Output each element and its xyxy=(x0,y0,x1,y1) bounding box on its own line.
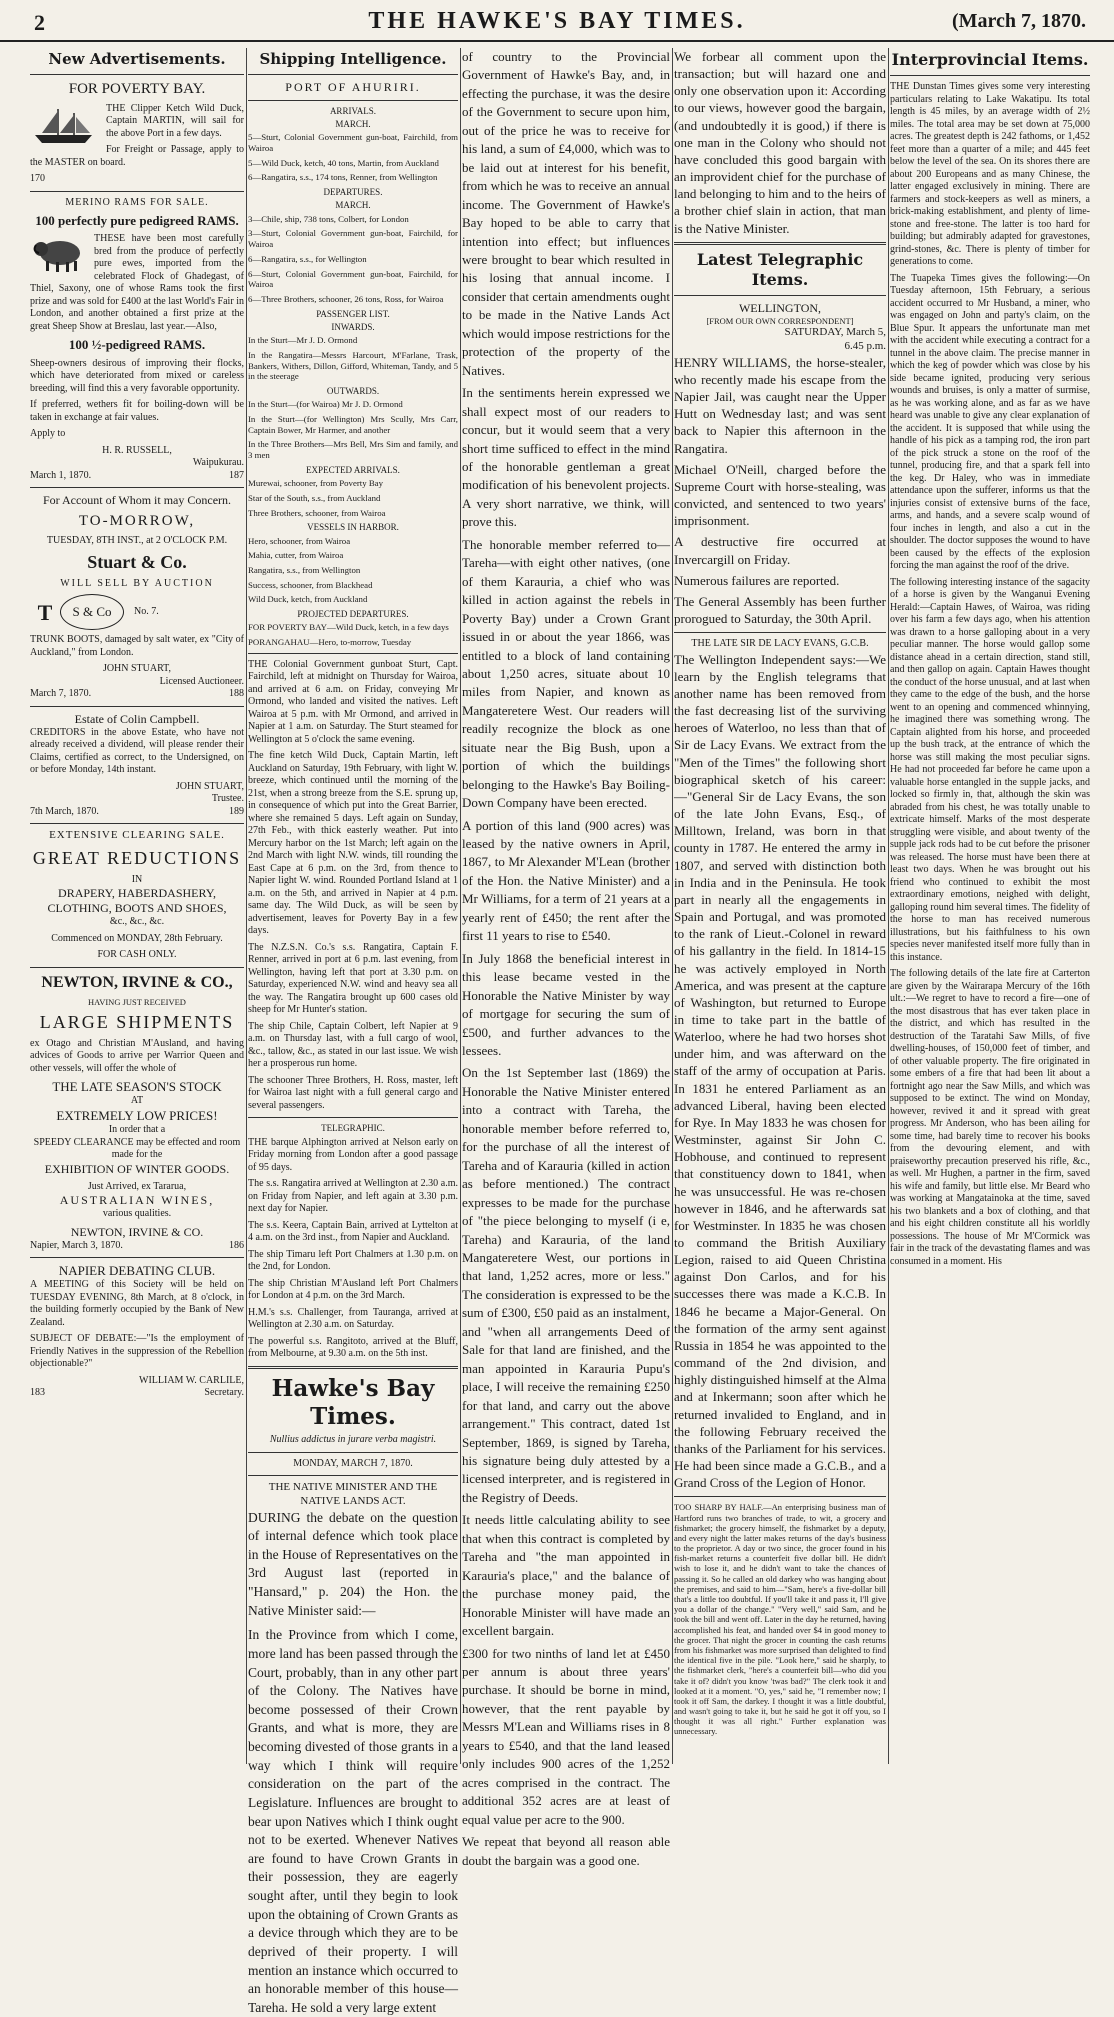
ad-clearing-sale: EXTENSIVE CLEARING SALE. GREAT REDUCTIONS IN DRAPERY, HABERDASHERY, CLOTHING, BOOTS AND SHOES, &c., &c., &c. Commenced on MONDAY, 28th February. FOR CASH ONLY. xyxy=(32,829,242,960)
evans-article xyxy=(674,651,886,1492)
list-item: 6—Sturt, Colonial Government gun-boat, Fairchild, for Wairoa xyxy=(248,268,458,290)
paragraph: The s.s. Rangatira arrived at Wellington at 2.30 a.m. on Friday from Napier, and left again at 3.30 p.m. next day for Napier. xyxy=(248,1178,458,1215)
paragraph: The schooner Three Brothers, H. Ross, master, left for Wairoa last night with a full general cargo and several passengers. xyxy=(248,1074,458,1111)
list-item: 3—Sturt, Colonial Government gun-boat, Fairchild, for Wairoa xyxy=(248,228,458,250)
list-item: Hero, schooner, from Wairoa xyxy=(248,535,351,546)
list-item: PORANGAHAU—Hero, to-morrow, Tuesday xyxy=(248,637,412,648)
column-rule xyxy=(888,48,889,1764)
page-number: 2 xyxy=(34,10,45,35)
paragraph: In July 1868 the beneficial interest in this lease became vested in the Honorable the Native Minister by way of mortgage for securing the sum of £500, and further advances to the lessees. xyxy=(462,950,670,1059)
article-continued xyxy=(462,48,670,1870)
list-item: In the Sturt—(for Wairoa) Mr J. D. Ormond xyxy=(248,399,403,410)
column-telegraphic: We forbear all comment upon the transaction; but will hazard one and only one observation upon it: According to our views, however good the bargain, (and undoubtedly it is good,) if there is one man in the Colony who should not have concluded this good bargain with an improvident chief for the purchase of land belonging to him and to the heirs of a brother chief slain in action, that man is the Native Minister. Latest Telegraphic Items. WELLINGTON, [FROM OUR OWN CORRESPONDENT] SATURDAY, March 5, 6.45 p.m. HENRY WILLIAMS, the horse-stealer, who recently made his escape from the Napier Jail, was caught near the Upper Hutt on Wednesday last; and was sent back to Napier this afternoon in the Rangatira. Michael O'Neill, charged before the Supreme Court with horse-stealing, was convicted, and sentenced to two years' imprisonment. A destructive fire occurred at Invercargill on Friday. Numerous failures are reported. The General Assembly has been further prorogued to Saturday, the 30th April. THE LATE SIR DE LACY EVANS, G.C.B. The Wellington Independent says:—We learn by the English telegrams that another name has been removed from the fast decreasing list of the surviving heroes of Waterloo, no less than that of Sir de Lacy Evans. We extract from the "Men of the Times" the following short biographical sketch of his career:—"General Sir de Lacy Evans, the son of the late John Evans, Esq., of Milltown, Ireland, was born in that county in 1787. He entered the army in 1807, and served with distinction both in India and in the Peninsula. He took part in nearly all the engagements in Spain and Portugal, and was promoted to the rank of Lieut.-Colonel in reward of his gallantry in the field. In 1814-15 he was actively employed in North America, and was present at the capture of Washington, but returned to Europe in time to take part in the battle of Waterloo, where he had two horses shot under him, and was afterward on the staff of the army of occupation at Paris. In 1831 he entered Parliament as an advanced Liberal, having been elected for Rye. In May 1833 he was chosen for Westminster, against Sir John C. Hobhouse, and continued to represent that constituency down to 1841, when he was unsuccessful. He was re-chosen however in 1846, and he afterwards sat for Westminster. In 1835 he was chosen to command the British Auxiliary Legion, raised to aid Queen Christina against Don Carlos, and for his successes there was made a K.C.B. In 1846 he became a Major-General. On the formation of the army sent against Russia in 1854 he was appointed to the command of the 2nd division, and highly distinguished himself at the Alma and at Inkermann; soon after which he returned invalided to England, and in the following February received the thanks of the Parliament for his services. He had been since made a G.C.B., and a Grand Cross of the Legion of Honor. TOO SHARP BY HALF.—An enterprising business man of Hartford runs two branches of trade, to wit, a grocery and fishmarket; the grocery himself, the fishmarket by a deputy, and every night the latter makes returns of the day's business to the proprietor. A day or two since, the grocer found in his fish-market returns a counterfeit five dollar bill. He didn't wish to lose it, and he didn't want to take the chances of passing it. So he called an old darkey who was hanging about the premises, and said to him—"Sam, here's a five-dollar bill that's a little too doubtful. If you'll take it and pass it, I'll give you a dollar of the change." "Very well," said Sam, and he took the bill and went off. Later in the day he returned, having accomplished his feat, and handed over $4 in good money to the grocer. That night the grocer in counting the cash returns from his fishmarket was more surprised than delighted to find the identical five in the pile. "Look here," said he sharply, to the fishmarket clerk, "here's a counterfeit bill—who did you take it of? didn't you know 'twas bad?" The clerk took it and looked at it a moment. "O, yes," said he, "I remember now; I took it off Sam, the darkey. I thought it was a little doubtful, and wasn't going to take it, but he said he got it off you, so I thought it was all right." Further explanation was unnecessary. xyxy=(674,49,886,1737)
list-item: In the Rangatira—Messrs Harcourt, M'Farlane, Trask, Bankers, Withers, Dillon, Gifford, Whiteman, Tandy, and 5 in the steerage xyxy=(248,349,458,382)
list-item: Murewai, schooner, from Poverty Bay xyxy=(248,478,383,489)
list-item: 5—Sturt, Colonial Government gun-boat, Fairchild, from Wairoa xyxy=(248,132,458,153)
paragraph: In the sentiments herein expressed we shall expect most of our readers to concur, but it would seem that a very short time sufficed to effect in the mind of the honorable gentleman a great modification of his benevolent projects. A very short narrative, we think, will prove this. xyxy=(462,385,670,530)
paragraph: The honorable member referred to—Tareha—with eight other natives, (one of them Karauria, a chief who was killed in action against the rebels in Poverty Bay) under a Crown Grant issued in or about the year 1866, was entitled to a block of land containing about 1,250 acres, situate about 10 miles from Napier, and known as Mangateretere West. Our readers will readily recognize the block as one situate near the Big Bush, upon a portion of which the buildings belonging to the Hawke's Bay Boiling-Down Company have been erected. xyxy=(462,536,670,811)
paragraph: of country to the Provincial Government of Hawke's Bay, and, in effecting the purchase, it was the desire of the Government to secure upon him, out of the price he was to receive for his land, a sum of £4,000, which was to be laid out at interest for his benefit, from which he was to receive an annual income. The Government of Hawke's Bay hoped to be able to carry that intention into effect; but influences were brought to bear which resulted in his losing that annual income. I consider that certain amendments ought to be made in the Native Lands Act which would impose restrictions for the protection of the property of the Natives. xyxy=(462,49,670,378)
telegraphic-items xyxy=(674,354,886,627)
passengers-in-list xyxy=(248,335,458,382)
paragraph: H.M.'s s.s. Challenger, from Tauranga, arrived at Wellington at 2.30 a.m. on Saturday. xyxy=(248,1306,458,1331)
motto: Nullius addictus in jurare verba magistri. xyxy=(269,1434,437,1446)
newspaper-title: THE HAWKE'S BAY TIMES. xyxy=(368,8,746,34)
paragraph: The following details of the late fire at Carterton are given by the Wairarapa Mercury of the 16th ult.:—We regret to have to record a fire—one of the most disastrous that has ever taken place in the district, and which has resulted in the destruction of the Taratahi Saw Mills, of five dwelling-houses, of 150,000 feet of timber, and of other valuable property. The fire originated in some embers of a fire that had been lit about a fortnight ago near the Saw Mills, and which was supposed to be extinct. The wind on Monday, however, revived it and it spread with great progress. Mr Anderson, who has been ailing for some time, had barely time to recover his books from the devouring element, and with praiseworthy precaution preserved his rifle, &c., as well. Mr Hughen, a partner in the firm, saved his wife and family, but little else. Mr Beard who was working at Mangatainoka at the time, saved his two blankets and a box of clothing, and that and his eight children constitute all his worldly possessions. The house of Mr M'Cormick was fair in the track of the devastating flames and was consumed in a moment. His xyxy=(890,968,1090,1267)
paragraph: In the Province from which I come, more land has been passed through the Court, probably, than in any other part of the Colony. The Natives have become possessed of their Crown Grants, and what is more, they are becoming divested of those grants in a way which I think will require consideration on the part of the Legislature. Influences are brought to bear upon Natives which I think ought not to be exerted. Whenever Natives are found to have Crown Grants in their possession, they are eagerly sought after, until they begin to look upon the obtaining of Crown Grants as a device through which they are to be deprived of their property. I will mention an instance which occurred to an honorable member of this house—Tareha. He sold a very large extent xyxy=(248,1627,458,2015)
list-item: FOR POVERTY BAY—Wild Duck, ketch, in a few days xyxy=(248,622,449,633)
paragraph: THE Dunstan Times gives some very interesting particulars relating to Lake Wakatipu. Its total length is 45 miles, by an average width of 2½ miles. The total area may be set down at 75,000 acres. The greatest depth is 242 fathoms, or 1,452 feet more than a quarter of a mile; and 445 feet below the level of the sea. On its shores there are about 200 Europeans and as many Chinese, the latter engaged exclusively in mining. There are farmers and stock-keepers as well as miners, a brick-making establishment, and plenty of lime-stone and free-stone. The latter is too hard for building; but admirably adapted for gravestones, grind-stones, &c. There is plenty of timber for generations to come. xyxy=(890,81,1090,267)
list-item: In the Sturt—Mr J. D. Ormond xyxy=(248,335,358,346)
paragraph: The powerful s.s. Rangitoto, arrived at the Bluff, from Melbourne, at 9.30 a.m. on the 5th inst. xyxy=(248,1335,458,1360)
ad-newton-irvine: NEWTON, IRVINE & CO., HAVING JUST RECEIVED LARGE SHIPMENTS ex Otago and Christian M'Ausland, and having advices of Goods to arrive per Warrior Queen and other vessels, will offer the whole of THE LATE SEASON'S STOCK AT EXTREMELY LOW PRICES! In order that a SPEEDY CLEARANCE may be effected and room made for the EXHIBITION OF WINTER GOODS. Just Arrived, ex Tararua, AUSTRALIAN WINES, various qualities. NEWTON, IRVINE & CO. Napier, March 3, 1870. 186 xyxy=(30,973,244,1251)
column-article-continued xyxy=(462,48,670,1868)
masthead xyxy=(0,0,1114,42)
harbor-list xyxy=(248,536,458,606)
paragraph: The General Assembly has been further prorogued to Saturday, the 30th April. xyxy=(674,593,886,627)
paragraph: On the 1st September last (1869) the Honorable the Native Minister entered into a contract with Tareha, the honorable member before referred to, for the purchase of all the interest of Tareha and of Karauria (killed in action as before mentioned.) The contract expresses to be made for the purchase of "the piece belonging to myself (i e, Tareha) and Karauria, of the land Mangateretere West, our portions in that land, 1,252 acres, more or less." The consideration is expressed to be the sum of £300, £50 paid as an instalment, and "when all arrangements Deed of Sale for that land are finished, and the man appointed in Karauria Pupu's place, I will receive the remaining £250 for that land, and carry out the above arrangement." This contract, dated 1st September, 1869, is signed by Tareha, his signature being duly attested by a licensed interpreter, and is registered in the Registry of Deeds. xyxy=(462,1065,670,1505)
list-item: In the Three Brothers—Mrs Bell, Mrs Sim and family, and 3 men xyxy=(248,439,458,461)
article-body xyxy=(248,1509,458,2017)
paragraph: The s.s. Keera, Captain Bain, arrived at Lyttelton at 4 a.m. on the 3rd inst., from Napier and Auckland. xyxy=(248,1219,458,1244)
paragraph: The N.Z.S.N. Co.'s s.s. Rangatira, Captain F. Renner, arrived in port at 6 p.m. last evening, from Wellington, having left that port at 3.30 p.m. on Saturday, experienced N.W. wind and heavy sea all the way. The Rangatira brought up 600 cases old sheep for Mr Hunter's station. xyxy=(248,941,458,1016)
section-title: Shipping Intelligence. xyxy=(259,50,447,68)
too-sharp-article: TOO SHARP BY HALF.—An enterprising business man of Hartford runs two branches of trade, to wit, a grocery and fishmarket; the grocery himself, the fishmarket by a deputy, and every night the latter makes returns of the day's business to the proprietor. A day or two since, the grocer found in his fish-market returns a counterfeit five dollar bill. He didn't wish to lose it, and he didn't want to take the chances of passing it. So he called an old darkey who was hanging about the premises, and said to him—"Sam, here's a five-dollar bill that's a little too doubtful. If you'll take it and pass it, I'll give you a dollar of the change." "Very well," said Sam, and he took the bill and went off. Later in the day he returned, having accomplished his feat, and handed over $4 in good money to the grocer. That night the grocer in counting the cash returns from his fishmarket was more surprised than delighted to find the identical five in the pile. "Look here," said he sharply, to the fishmarket clerk, "here's a counterfeit bill—who did you take it of? didn't you know 'twas bad?" The clerk took it and looked at it a moment. "O, yes," said he, "I remember now; I took it off Sam, the darkey. I thought it was a little doubtful, and wasn't going to take it, but he said he got it off you, so I thought it was all right." Further explanation was unnecessary. xyxy=(674,1502,886,1737)
section-title: New Advertisements. xyxy=(48,50,226,68)
paragraph: Michael O'Neill, charged before the Supreme Court with horse-stealing, was convicted, and sentenced to two years' imprisonment. xyxy=(674,461,886,529)
list-item: 5—Wild Duck, ketch, 40 tons, Martin, from Auckland xyxy=(248,157,439,168)
list-item: Three Brothers, schooner, from Wairoa xyxy=(248,507,386,518)
column-rule xyxy=(672,48,673,1764)
ad-merino-rams: MERINO RAMS FOR SALE. 100 perfectly pure pedigreed RAMS. THESE have been most carefully bred from the produce of perfectly pure ewes, imported from the celebrated Flock of Ghadegast, of Thiel, Saxony, one of whose Rams took the first prize and was sold for £400 at the last World's Fair in London, and another obtained a first prize at the great Sheep Show at Breslau, last year.—Also, 100 ½-pedigreed RAMS. Sheep-owners desirous of improving their flocks, which have deteriorated from mixed or careless breeding, will find this a very favorable opportunity. If preferred, wethers fit for boiling-down will be taken in exchange at fair values. Apply to H. R. RUSSELL, Waipukurau. March 1, 1870. 187 xyxy=(30,196,244,481)
ad-debating-club: NAPIER DEBATING CLUB. A MEETING of this Society will be held on TUESDAY EVENING, 8th March, at 8 o'clock, in the building formerly occupied by the Bank of New Zealand. SUBJECT OF DEBATE:—"Is the employment of Friendly Natives in the suppression of the Rebellion objectionable?" WILLIAM W. CARLILE, 183 Secretary. xyxy=(30,1263,244,1399)
evans-title: THE LATE SIR DE LACY EVANS, G.C.B. xyxy=(691,638,869,650)
list-item: 3—Chile, ship, 738 tons, Colbert, for London xyxy=(248,213,409,224)
list-item: Mahia, cutter, from Wairoa xyxy=(248,550,344,561)
column-advertisements xyxy=(30,48,244,1764)
article-title: THE NATIVE MINISTER AND THE NATIVE LANDS ACT. xyxy=(268,1481,438,1507)
passengers-out-list xyxy=(248,399,458,461)
telegraphic-paragraphs xyxy=(248,1137,458,1361)
ad-auction: For Account of Whom it may Concern. TO-MORROW, TUESDAY, 8TH INST., at 2 O'CLOCK P.M. Stuart & Co. WILL SELL BY AUCTION T S & Co No. 7. TRUNK BOOTS, damaged by salt water, ex "City of Auckland," from London. JOHN STUART, Licensed Auctioneer. March 7, 1870. 188 xyxy=(30,493,244,700)
section-title: Interprovincial Items. xyxy=(891,50,1089,69)
list-item: In the Sturt—(for Wellington) Mrs Scully, Mrs Carr, Captain Bower, Mr Harmer, and another xyxy=(248,414,458,435)
paragraph: THE barque Alphington arrived at Nelson early on Friday morning from London after a good passage of 95 days. xyxy=(248,1136,458,1173)
paragraph: £300 for two ninths of land let at £450 per annum is about three years' purchase. It should be borne in mind, however, that the rent payable by Messrs M'Lean and Williams rises in 8 years to £540, and that the land leased only includes 900 acres of the 1,252 acres comprised in the contract. The additional 352 acres are at least of equal value per acre to the 900. xyxy=(462,1645,670,1827)
paragraph: The fine ketch Wild Duck, Captain Martin, left Auckland on Saturday, 19th February, with light W. breeze, which continued until the morning of the 21st, when a strong breeze from the S.E. sprung up, in consequence of which put into the Great Barrier, where she remained 5 days. Left again on Sunday, 27th Feb., with thick easterly weather. Put into Mercury harbor on the 1st March; left again on the 2nd March with light N.W. winds, till rounding the East Cape at 6 p.m. on the 3rd, from thence to Napier light W. wind. Rounded Portland Island at 1 a.m. on the 5th, and arrived in Napier at 4 p.m. same day. The Wild Duck, as will be seen by advertisement, leaves for Poverty Bay in a few days. xyxy=(248,750,458,937)
list-item: 6—Rangatira, s.s., for Wellington xyxy=(248,253,367,264)
list-item: 6—Rangatira, s.s., 174 tons, Renner, from Wellington xyxy=(248,172,438,183)
column-interprovincial xyxy=(890,48,1090,1764)
paragraph: A destructive fire occurred at Invercargill on Friday. xyxy=(674,534,886,567)
ad-estate: Estate of Colin Campbell. CREDITORS in the above Estate, who have not already received a dividend, will please render their Claims, certified as correct, to the Undersigned, on or before Monday, 14th instant. JOHN STUART, Trustee. 7th March, 1870. 189 xyxy=(30,711,244,817)
column-rule xyxy=(246,48,247,1764)
paragraph: THE Colonial Government gunboat Sturt, Capt. Fairchild, left at midnight on Thursday for Wairoa, and arrived at 6 a.m. on Friday, conveying Mr Ormond, who landed and visited the natives. Left Wairoa at 5 p.m. with Mr Ormond, and arrived in Napier at 1 a.m. on Saturday. The Sturt steamed for Wellington at 5 o'clock the same evening. xyxy=(248,658,458,745)
paragraph: The ship Christian M'Ausland left Port Chalmers for London at 4 p.m. on the 3rd March. xyxy=(248,1277,458,1302)
shipping-paragraphs xyxy=(248,659,458,1113)
stuart-co-mark: T S & Co No. 7. xyxy=(30,594,244,630)
paragraph: The Tuapeka Times gives the following:—On Tuesday afternoon, 15th February, a serious accident occurred to Mr Husband, a miner, who was engaged on John and party's claim, on the Blue Spur. It appears the unfortunate man met with the accident while executing a contract for a tunnel in the above claim. The precise manner in which the keg of powder which was close by his side became ignited, producing very serious wounds and bruises, is only a matter of surmise, as he was working alone, and as far as we have heard was unable to give any clear explanation of the accident. It is supposed that while using the handle of his pick as a tamping rod, the iron part of the pick struck a stone on the roof of the tunnel, producing fire, and that a spark fell into the keg. Dr Haley, who was in immediate attendance upon the sufferer, informs us that the injuries consist of extensive burns of the face, arms, and hands, and a severe scalp wound of four inches in length, and also a cut in the shoulder. The doctor supposes the wound to have been caused by the effects of the explosion forcing the man against the roof of the drive. xyxy=(890,272,1090,571)
paragraph: We repeat that beyond all reason able doubt the bargain was a good one. xyxy=(462,1834,670,1868)
interprovincial-items xyxy=(890,81,1090,1268)
list-item: Star of the South, s.s., from Auckland xyxy=(248,492,381,503)
issue-date-header: (March 7, 1870. xyxy=(951,10,1086,32)
paragraph: It needs little calculating ability to see that when this contract is completed by Tareha and "the man appointed in Karauria's place," and the balance of the purchase money paid, the Honorable Minister will have made an excellent bargain. xyxy=(462,1512,670,1639)
column-shipping: Shipping Intelligence. PORT OF AHURIRI. ARRIVALS. MARCH. 5—Sturt, Colonial Government gun-boat, Fairchild, from Wairoa 5—Wild Duck, ketch, 40 tons, Martin, from Auckland 6—Rangatira, s.s., 174 tons, Renner, from Wellington DEPARTURES. MARCH. 3—Chile, ship, 738 tons, Colbert, for London 3—Sturt, Colonial Government gun-boat, Fairchild, for Wairoa 6—Rangatira, s.s., for Wellington 6—Sturt, Colonial Government gun-boat, Fairchild, for Wairoa 6—Three Brothers, schooner, 26 tons, Ross, for Wairoa PASSENGER LIST. INWARDS. In the Sturt—Mr J. D. Ormond In the Rangatira—Messrs Harcourt, M'Farlane, Trask, Bankers, Withers, Dillon, Gifford, Whiteman, Tandy, and 5 in the steerage OUTWARDS. In the Sturt—(for Wairoa) Mr J. D. Ormond In the Sturt—(for Wellington) Mrs Scully, Mrs Carr, Captain Bower, Mr Harmer, and another In the Three Brothers—Mrs Bell, Mrs Sim and family, and 3 men EXPECTED ARRIVALS. Murewai, schooner, from Poverty Bay Star of the South, s.s., from Auckland Three Brothers, schooner, from Wairoa VESSELS IN HARBOR. Hero, schooner, from Wairoa Mahia, cutter, from Wairoa Rangatira, s.s., from Wellington Success, schooner, from Blackhead Wild Duck, ketch, from Auckland PROJECTED DEPARTURES. FOR POVERTY BAY—Wild Duck, ketch, in a few days PORANGAHAU—Hero, to-morrow, Tuesday THE Colonial Government gunboat Sturt, Capt. Fairchild, left at midnight on Thursday for Wairoa, and arrived at 6 a.m. on Friday, conveying Mr Ormond, who landed and visited the natives. Left Wairoa at 5 p.m. with Mr Ormond, and arrived in Napier at 1 a.m. on Saturday. The Sturt steamed for Wellington at 5 o'clock the same evening. The fine ketch Wild Duck, Captain Martin, left Auckland on Saturday, 19th February, with light W. breeze, which continued until the morning of the 21st, when a strong breeze from the S.E. sprung up, in consequence of which put into the Great Barrier, where she remained 5 days. Left again on Sunday, 27th Feb., with thick easterly weather. Put into Mercury harbor on the 1st March; left again on the 2nd March with light N.W. winds, till rounding the East Cape at 6 p.m. on the 3rd, from thence to Napier light W. wind. Rounded Portland Island at 1 a.m. on the 5th, and arrived in Napier at 4 p.m. same day. The Wild Duck, as will be seen by advertisement, leaves for Poverty Bay in a few days. The N.Z.S.N. Co.'s s.s. Rangatira, Captain F. Renner, arrived in port at 6 p.m. last evening, from Wellington, having left that port at 3.30 p.m. on Saturday, experienced N.W. wind and heavy sea all the way. The Rangatira brought up 600 cases old sheep for Mr Hunter's station. The ship Chile, Captain Colbert, left Napier at 9 a.m. on Thursday last, with a full cargo of wool, &c., tallow, &c., as stated in our last issue. We wish her a prosperous run home. The schooner Three Brothers, H. Ross, master, left for Wairoa last night with a full general cargo and several passengers. TELEGRAPHIC. THE barque Alphington arrived at Nelson early on Friday morning from London after a good passage of 95 days. The s.s. Rangatira arrived at Wellington at 2.30 a.m. on Friday from Napier, and left again at 3.30 p.m. next day for Napier. The s.s. Keera, Captain Bain, arrived at Lyttelton at 4 a.m. on the 3rd inst., from Napier and Auckland. The ship Timaru left Port Chalmers at 1.30 p.m. on the 2nd, for London. The ship Christian M'Ausland left Port Chalmers for London at 4 p.m. on the 3rd March. H.M.'s s.s. Challenger, from Tauranga, arrived at Wellington at 2.30 a.m. on Saturday. The powerful s.s. Rangitoto, arrived at the Bluff, from Melbourne, at 9.30 a.m. on the 5th inst. Hawke's Bay Times. Nullius addictus in jurare verba magistri. MONDAY, MARCH 7, 1870. THE NATIVE MINISTER AND THE NATIVE LANDS ACT. DURING the debate on the question of internal defence which took place in the House of Representatives on the 3rd August last (reported in "Hansard," p. 204) the Hon. the Native Minister said:— In the Province from which I come, more land has been passed through the Court, probably, than in any other part of the Colony. The Natives have become possessed of their Crown Grants, and what is more, they are becoming divested of those grants in a way which I think will require consideration on the part of the Legislature. Influences are brought to bear upon Natives which I think ought not to be exerted. Whenever Natives are found to have Crown Grants in their possession, they are eagerly sought after, until they begin to look upon the obtaining of Crown Grants as a device through which they are to be deprived of their property. I will mention an instance which occurred to an honorable member of this house—Tareha. He sold a very large extent xyxy=(248,48,458,1764)
paper-title: Hawke's Bay Times. xyxy=(271,1374,435,1431)
expected-arrivals-list xyxy=(248,478,458,518)
projected-departures-list xyxy=(248,622,458,647)
list-item: Rangatira, s.s., from Wellington xyxy=(248,564,361,575)
paragraph: The ship Chile, Captain Colbert, left Napier at 9 a.m. on Thursday last, with a full cargo of wool, &c., tallow, &c., as stated in our last issue. We wish her a prosperous run home. xyxy=(248,1020,458,1070)
issue-date: MONDAY, MARCH 7, 1870. xyxy=(293,1457,413,1469)
ship-icon xyxy=(30,105,100,147)
list-item: Success, schooner, from Blackhead xyxy=(248,579,373,590)
paragraph: We forbear all comment upon the transaction; but will hazard one and only one observation upon it: According to our views, however good the bargain, (and undoubtedly it is good,) if there is one man in the Colony who should not have concluded this good bargain with an improvident chief for the purchase of land belonging to him and to the heirs of a brother chief slain in action, that man is the Native Minister. xyxy=(674,49,886,236)
paragraph: HENRY WILLIAMS, the horse-stealer, who recently made his escape from the Napier Jail, was caught near the Upper Hutt on Wednesday last; and was sent back to Napier this afternoon in the Rangatira. xyxy=(674,354,886,456)
departures-list xyxy=(248,214,458,305)
arrivals-list xyxy=(248,132,458,183)
paragraph: DURING the debate on the question of internal defence which took place in the House of Representatives on the 3rd August last (reported in "Hansard," p. 204) the Hon. the Native Minister said:— xyxy=(248,1509,458,1618)
list-item: Wild Duck, ketch, from Auckland xyxy=(248,594,368,605)
paragraph: The Wellington Independent says:—We learn by the English telegrams that another name has been removed from the fast decreasing list of the surviving heroes of Waterloo, no less than that of Sir de Lacy Evans. We extract from the "Men of the Times" the following short biographical sketch of his career:—"General Sir de Lacy Evans, the son of the late John Evans, Esq., of Milltown, Ireland, was born in that county in 1787. He entered the army in 1807, and served with distinction both in India and in the Peninsula. He took part in nearly all the engagements in Spain and Portugal, and was promoted to the rank of Lieut.-Colonel in reward of his gallantry in the field. In 1814-15 he was actively employed in North America, and was present at the capture of Washington, but returned to Europe in time to take part in the battle of Waterloo, where he had two horses shot under him, and was afterward on the staff of the army of occupation at Paris. In 1831 he entered Parliament as an advanced Liberal, having been elected for Rye. In May 1833 he was chosen for Westminster, against Sir John C. Hobhouse, and continued to represent that constituency down to 1841, when he was unsuccessful. He was re-chosen however in 1846, and he afterwards sat for Westminster. In 1835 he was chosen to command the British Auxiliary Legion, raised to aid Queen Christina against Don Carlos, and for his successes there was made a K.C.B. In 1846 he became a Major-General. On the formation of the army sent against Russia in 1854 he was appointed to the command of the 2nd division, and highly distinguished himself at the Alma and at Inkermann; soon after which he returned invalided to England, and in the following February received the thanks of the Parliament for his services. He had been since made a G.C.B., and a Grand Cross of the Legion of Honor. xyxy=(674,651,886,1491)
paragraph: The ship Timaru left Port Chalmers at 1.30 p.m. on the 2nd, for London. xyxy=(248,1248,458,1273)
paragraph: The following interesting instance of the sagacity of a horse is given by the Wanganui Evening Herald:—Captain Hawes, of Wairoa, was riding over his farm a few days ago, when his attention was drawn to a horse galloping about in a very peculiar manner. The horse would gallop some distance ahead in a certain direction, stand still, and then gallop on again. Captain Hawes thought the conduct of the horse unusual, and at last when they came to the edge of the bush, and the horse went to an opening and commenced whinnying, he imagined there was something wrong. The Captain alighted from his horse, and proceeded up the bush track, at the entrance of which the horse was still making the most peculiar signs. He had not proceeded far before he came upon a valuable horse entangled in the supple jacks, and locked so firmly in, that, although the skin was abraded from his chest, he was totally unable to extricate himself. Marks of the most desperate struggling were visible, and about twenty of the supple jack rods had to be cut before the prisoner was released. The horse must have been there at least two days. When he was brought out his friend who continued to exhibit the most extraordinary emotions, neighed with delight, galloping round him several times. The fidelity of the horse to man has received numerous illustrations, but his faithfulness to his own species never manifested itself more fully than in this instance. xyxy=(890,576,1090,963)
article-conclusion xyxy=(674,48,886,237)
ram-icon xyxy=(30,235,88,275)
paragraph: A portion of this land (900 acres) was leased by the native owners in April, 1867, to Mr Alexander M'Lean (brother of the Hon. the Native Minister) and a Mr Williams, for a term of 21 years at a yearly rent of £450; the rent after the first 11 years to rise to £540. xyxy=(462,817,670,944)
column-rule xyxy=(460,48,461,1764)
telegraphic-title: Latest Telegraphic Items. xyxy=(696,249,864,289)
paragraph: Numerous failures are reported. xyxy=(674,572,840,588)
ad-poverty-bay: FOR POVERTY BAY. THE Clipper Ketch Wild Duck, Captain MARTIN, will sail for the above Port in a few days. For Freight or Passage, apply to the MASTER on board. 170 xyxy=(30,80,244,184)
list-item: 6—Three Brothers, schooner, 26 tons, Ross, for Wairoa xyxy=(248,293,444,304)
